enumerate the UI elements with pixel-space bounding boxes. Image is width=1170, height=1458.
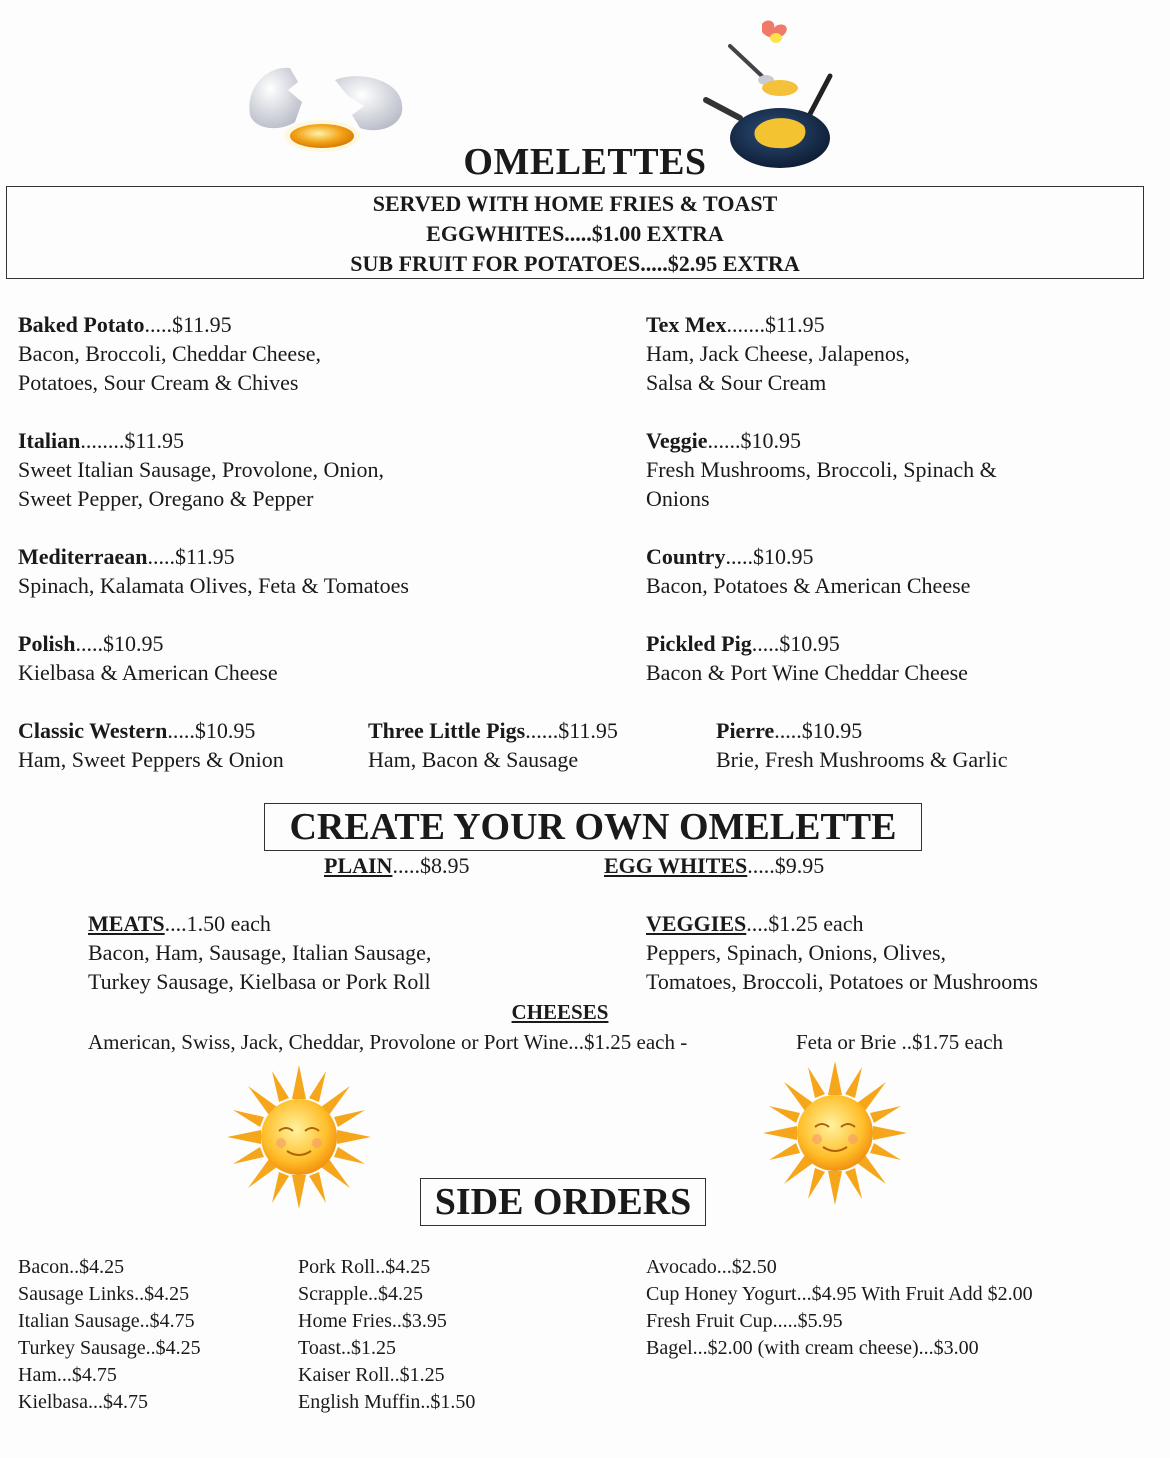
item-desc: Brie, Fresh Mushrooms & Garlic: [716, 747, 1008, 772]
cheeses-label: CHEESES: [511, 1000, 609, 1024]
item-desc: Spinach, Kalamata Olives, Feta & Tomatoes: [18, 573, 409, 598]
list-item: Pork Roll..$4.25: [298, 1256, 431, 1278]
item-name: Three Little Pigs: [368, 718, 526, 743]
eggwhites-extra-line: EGGWHITES.....$1.00 EXTRA: [426, 221, 724, 246]
menu-item: [18, 426, 384, 513]
item-price: .....$10.95: [751, 631, 840, 656]
menu-item: [18, 310, 321, 397]
menu-item: [646, 426, 997, 513]
veggies-list: Peppers, Spinach, Onions, Olives,: [646, 940, 947, 965]
item-name: Tex Mex: [646, 312, 727, 337]
item-desc: Salsa & Sour Cream: [646, 370, 827, 395]
item-desc: Kielbasa & American Cheese: [18, 660, 278, 685]
list-item: Toast..$1.25: [298, 1337, 397, 1359]
eggwhites-price: .....$9.95: [747, 853, 825, 878]
list-item: Avocado...$2.50: [646, 1256, 777, 1278]
list-item: Kaiser Roll..$1.25: [298, 1364, 445, 1386]
list-item: Bagel...$2.00 (with cream cheese)...$3.00: [646, 1337, 979, 1359]
menu-item: [716, 716, 1007, 774]
sub-fruit-line: SUB FRUIT FOR POTATOES.....$2.95 EXTRA: [350, 251, 800, 276]
menu-item: [368, 716, 618, 774]
meats-section: [88, 909, 431, 996]
item-desc: Sweet Italian Sausage, Provolone, Onion,: [18, 457, 384, 482]
list-item: Italian Sausage..$4.75: [18, 1310, 195, 1332]
item-name: Mediterraean: [18, 544, 148, 569]
list-item: Turkey Sausage..$4.25: [18, 1337, 201, 1359]
item-desc: Bacon & Port Wine Cheddar Cheese: [646, 660, 968, 685]
item-price: .....$10.95: [167, 718, 256, 743]
item-desc: Ham, Jack Cheese, Jalapenos,: [646, 341, 910, 366]
list-item: Bacon..$4.25: [18, 1256, 125, 1278]
plain-label: PLAIN: [324, 853, 393, 878]
side-orders-col-1: [18, 1254, 201, 1416]
sun-icon: [224, 1062, 374, 1212]
item-price: ........$11.95: [80, 428, 185, 453]
list-item: Scrapple..$4.25: [298, 1283, 423, 1305]
menu-item: [18, 542, 409, 600]
item-price: .....$11.95: [147, 544, 235, 569]
veggies-label: VEGGIES: [646, 911, 747, 936]
item-desc: Bacon, Broccoli, Cheddar Cheese,: [18, 341, 322, 366]
item-name: Country: [646, 544, 726, 569]
item-name: Pickled Pig: [646, 631, 752, 656]
eggwhites-label: EGG WHITES: [604, 853, 748, 878]
plain-price: .....$8.95: [392, 853, 470, 878]
item-desc: Ham, Sweet Peppers & Onion: [18, 747, 284, 772]
served-with-line: SERVED WITH HOME FRIES & TOAST: [372, 191, 778, 216]
item-desc: Bacon, Potatoes & American Cheese: [646, 573, 971, 598]
list-item: Kielbasa...$4.75: [18, 1391, 148, 1413]
side-orders-col-2: [298, 1254, 475, 1416]
item-desc: Potatoes, Sour Cream & Chives: [18, 370, 299, 395]
list-item: Home Fries..$3.95: [298, 1310, 447, 1332]
item-price: .....$10.95: [725, 544, 814, 569]
cheeses-list: American, Swiss, Jack, Cheddar, Provolone or Port Wine...$1.25 each -: [88, 1030, 688, 1054]
item-name: Polish: [18, 631, 76, 656]
item-desc: Onions: [646, 486, 710, 511]
meats-label: MEATS: [88, 911, 165, 936]
item-price: ......$10.95: [707, 428, 802, 453]
page-title: OMELETTES: [463, 141, 707, 183]
item-name: Veggie: [646, 428, 708, 453]
item-desc: Sweet Pepper, Oregano & Pepper: [18, 486, 314, 511]
item-desc: Ham, Bacon & Sausage: [368, 747, 579, 772]
list-item: Sausage Links..$4.25: [18, 1283, 190, 1305]
menu-item: [18, 716, 284, 774]
item-name: Classic Western: [18, 718, 168, 743]
plain-price-line: [324, 851, 469, 880]
item-price: .....$10.95: [774, 718, 863, 743]
meats-list: Turkey Sausage, Kielbasa or Pork Roll: [88, 969, 431, 994]
veggies-list: Tomatoes, Broccoli, Potatoes or Mushrooms: [646, 969, 1038, 994]
menu-item: [646, 310, 910, 397]
veggies-price: ....$1.25 each: [746, 911, 864, 936]
item-name: Pierre: [716, 718, 775, 743]
eggwhites-price-line: [604, 851, 824, 880]
menu-item: [18, 629, 278, 687]
list-item: English Muffin..$1.50: [298, 1391, 476, 1413]
served-with-box: [6, 186, 1144, 279]
side-orders-title: SIDE ORDERS: [420, 1178, 706, 1226]
item-price: .....$10.95: [75, 631, 164, 656]
cheeses-premium-list: Feta or Brie ..$1.75 each: [796, 1030, 1004, 1054]
item-price: .....$11.95: [144, 312, 232, 337]
item-desc: Fresh Mushrooms, Broccoli, Spinach &: [646, 457, 997, 482]
item-name: Italian: [18, 428, 81, 453]
veggies-section: [646, 909, 1038, 996]
menu-item: [646, 542, 970, 600]
meats-list: Bacon, Ham, Sausage, Italian Sausage,: [88, 940, 432, 965]
menu-item: [646, 629, 968, 687]
list-item: Fresh Fruit Cup.....$5.95: [646, 1310, 843, 1332]
meats-price: ....1.50 each: [164, 911, 271, 936]
create-your-own-title: CREATE YOUR OWN OMELETTE: [264, 803, 922, 851]
item-price: ......$11.95: [525, 718, 618, 743]
side-orders-col-3: [646, 1254, 1033, 1362]
sun-icon: [760, 1058, 910, 1208]
list-item: Ham...$4.75: [18, 1364, 117, 1386]
item-price: .......$11.95: [726, 312, 825, 337]
item-name: Baked Potato: [18, 312, 145, 337]
list-item: Cup Honey Yogurt...$4.95 With Fruit Add $2.00: [646, 1283, 1033, 1305]
